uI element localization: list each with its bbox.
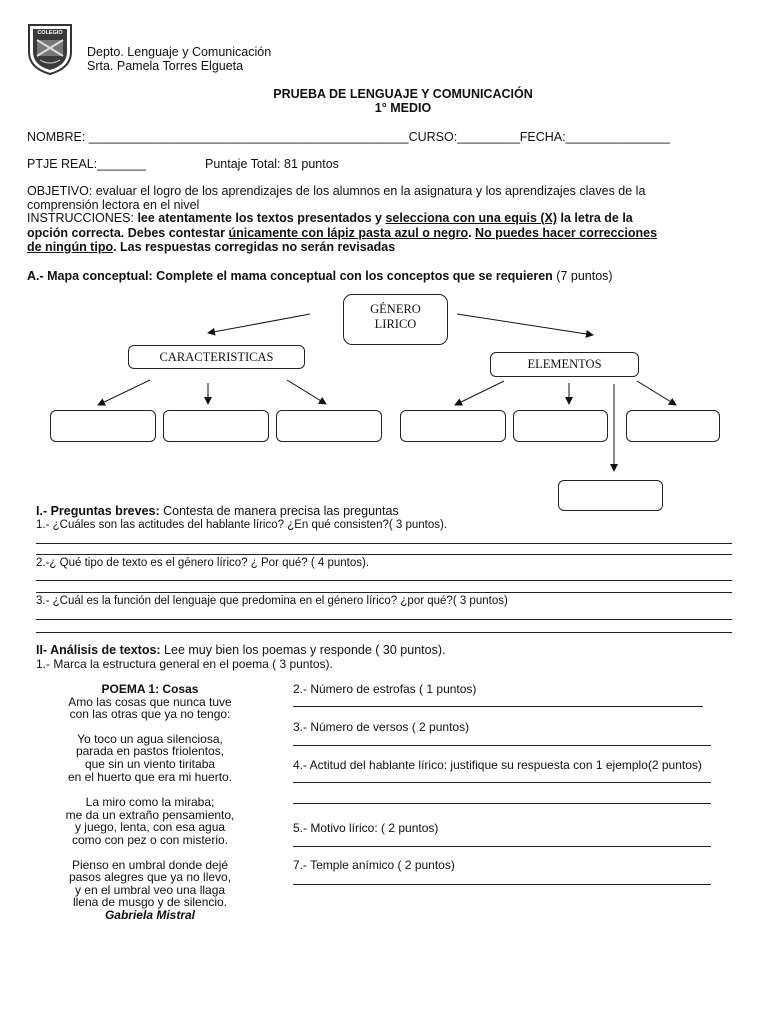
- section-ii-bold: II- Análisis de textos:: [36, 643, 161, 657]
- question-1: 1.- ¿Cuáles son las actitudes del hablante lírico? ¿En qué consisten?( 3 puntos).: [36, 519, 448, 531]
- concept-answer-box[interactable]: [276, 410, 382, 442]
- poem-author: Gabriela Mistral: [104, 907, 196, 922]
- poem-verse: Pienso en umbral donde dejé: [71, 857, 229, 872]
- concept-root-line-1: GÉNERO: [370, 302, 421, 316]
- poem: [30, 683, 270, 922]
- section-i-rest: Contesta de manera precisa las preguntas: [159, 504, 399, 518]
- poem-verse: como con pez o con misterio.: [71, 832, 229, 847]
- poem-verse: llena de musgo y de silencio.: [72, 895, 228, 910]
- arrow-root-left: [208, 314, 310, 333]
- answer-line[interactable]: [36, 543, 732, 544]
- concept-answer-box[interactable]: [626, 410, 720, 442]
- arrow-left-1: [98, 380, 150, 405]
- instructions-label: INSTRUCCIONES:: [27, 211, 138, 225]
- poem-verse: y en el umbral veo una llaga: [74, 882, 226, 897]
- section-i-bold: I.- Preguntas breves:: [36, 504, 160, 518]
- instructions-text-3: la letra de la: [557, 211, 633, 225]
- section-ii-heading: [36, 643, 445, 657]
- school-logo: [26, 22, 74, 76]
- answer-line[interactable]: [36, 580, 732, 581]
- answer-line[interactable]: [293, 803, 711, 804]
- question-verses: 3.- Número de versos ( 2 puntos): [293, 720, 470, 734]
- answer-line[interactable]: [36, 619, 732, 620]
- section-a-heading: [27, 269, 613, 283]
- answer-line[interactable]: [36, 592, 732, 593]
- answer-line[interactable]: [36, 632, 732, 633]
- poem-verse: en el huerto que era mi huerto.: [67, 769, 233, 784]
- arrow-left-3: [287, 380, 326, 404]
- puntaje-total: Puntaje Total: 81 puntos: [205, 157, 339, 171]
- instructions-line-2: [27, 226, 657, 240]
- question-2: 2.-¿ Qué tipo de texto es el género lírico? ¿ Por qué? ( 4 puntos).: [36, 557, 370, 569]
- logo-text: COLEGIO: [37, 30, 63, 36]
- concept-answer-box[interactable]: [513, 410, 608, 442]
- question-stanzas: 2.- Número de estrofas ( 1 puntos): [293, 682, 477, 696]
- section-ii-question-1: 1.- Marca la estructura general en el poema ( 3 puntos).: [36, 657, 333, 671]
- concept-answer-box[interactable]: [163, 410, 269, 442]
- question-3: 3.- ¿Cuál es la función del lenguaje que predomina en el género lírico? ¿por qué?( 3 puntos): [36, 595, 508, 607]
- instructions-text-7: No puedes hacer correcciones: [475, 226, 658, 240]
- section-a-bold: A.- Mapa conceptual: Complete el mama conceptual con los conceptos que se requieren: [27, 269, 553, 283]
- poem-verse: con las otras que ya no tengo:: [69, 707, 231, 722]
- concept-elements-node: ELEMENTOS: [490, 352, 639, 377]
- instructions-text-2: selecciona con una equis (X): [385, 211, 558, 225]
- instructions-text-6: .: [468, 226, 476, 240]
- arrow-right-3: [637, 381, 676, 405]
- question-attitude: 4.- Actitud del hablante lírico: justifique su respuesta con 1 ejemplo(2 puntos): [293, 758, 702, 772]
- objective-line-1: OBJETIVO: evaluar el logro de los aprendizajes de los alumnos en la asignatura y los aprendizajes claves de la: [27, 184, 646, 198]
- answer-line[interactable]: [36, 554, 732, 555]
- concept-root-line-2: LIRICO: [374, 317, 417, 331]
- concept-answer-box[interactable]: [400, 410, 506, 442]
- instructions-line-1: [27, 211, 633, 225]
- page-subtitle: 1° MEDIO: [374, 101, 432, 115]
- poem-verse: parada en pastos friolentos,: [75, 744, 225, 759]
- page-title: PRUEBA DE LENGUAJE Y COMUNICACIÓN: [273, 87, 533, 101]
- poem-title: POEMA 1: Cosas: [101, 682, 199, 696]
- instructions-text-9: . Las respuestas corregidas no serán revisadas: [113, 240, 396, 254]
- poem-verse: Yo toco un agua silenciosa,: [77, 731, 223, 746]
- ptje-real-field[interactable]: PTJE REAL:_______: [27, 157, 146, 171]
- poem-verse: y juego, lenta, con esa agua: [74, 820, 226, 835]
- instructions-text-8: de ningún tipo: [27, 240, 114, 254]
- answer-line[interactable]: [293, 745, 711, 746]
- teacher-label: Srta. Pamela Torres Elgueta: [87, 59, 244, 73]
- instructions-text-1: lee atentamente los textos presentados y: [137, 211, 386, 225]
- poem-verse: pasos alegres que ya no llevo,: [68, 870, 232, 885]
- arrow-root-right: [457, 314, 593, 335]
- concept-answer-box[interactable]: [558, 480, 663, 511]
- answer-line[interactable]: [293, 782, 711, 783]
- poem-verse: que sin un viento tiritaba: [84, 756, 216, 771]
- arrow-right-1: [455, 381, 504, 405]
- poem-verse: La miro como la miraba;: [85, 795, 215, 810]
- objective-line-2: comprensión lectora en el nivel: [27, 198, 200, 212]
- poem-verse: Amo las cosas que nunca tuve: [68, 694, 232, 709]
- concept-characteristics-node: CARACTERISTICAS: [128, 345, 305, 369]
- department-label: Depto. Lenguaje y Comunicación: [87, 45, 272, 59]
- instructions-text-5: únicamente con lápiz pasta azul o negro: [228, 226, 469, 240]
- concept-root-node: [343, 294, 448, 345]
- section-ii-rest: Lee muy bien los poemas y responde ( 30 puntos).: [160, 643, 446, 657]
- answer-line[interactable]: [293, 706, 703, 707]
- section-i-heading: [36, 504, 399, 518]
- section-a-points: (7 puntos): [552, 269, 613, 283]
- instructions-line-3: [27, 240, 395, 254]
- question-temple: 7.- Temple anímico ( 2 puntos): [293, 858, 455, 872]
- poem-verse: me da un extraño pensamiento,: [65, 807, 235, 822]
- answer-line[interactable]: [293, 884, 711, 885]
- name-course-date-fields[interactable]: NOMBRE: ______________________________________________CURSO:_________FECHA:_______________: [27, 130, 670, 144]
- instructions-text-4: opción correcta. Debes contestar: [27, 226, 229, 240]
- answer-line[interactable]: [293, 846, 711, 847]
- concept-answer-box[interactable]: [50, 410, 156, 442]
- question-motive: 5.- Motivo lírico: ( 2 puntos): [293, 821, 439, 835]
